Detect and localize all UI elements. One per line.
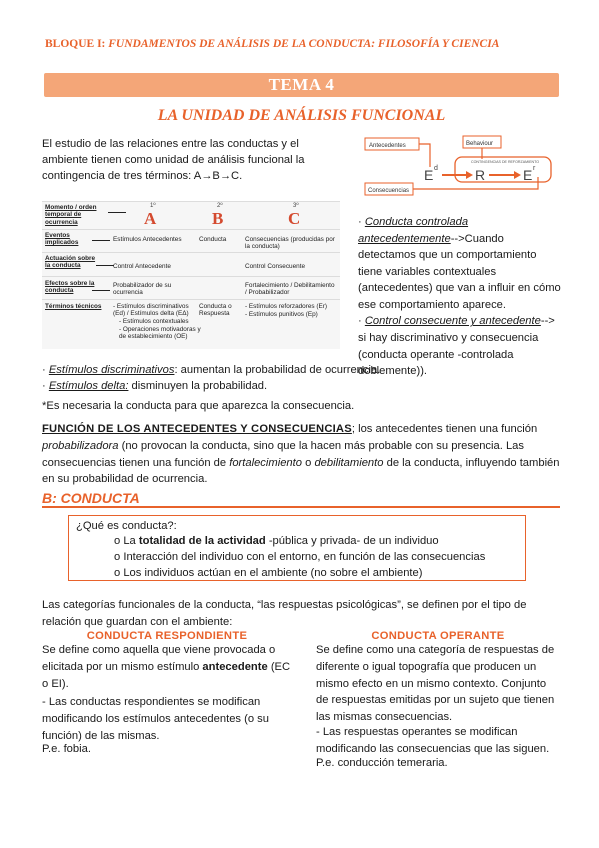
terminos-c2: - Estímulos punitivos (Ep)	[245, 311, 318, 318]
operant-example: P.e. conducción temeraria.	[316, 757, 448, 769]
respondent-example: P.e. fobia.	[42, 743, 91, 755]
efectos-c: Fortalecimiento / Debilitamiento / Probabilizador	[245, 282, 335, 297]
terminos-a3: - Operaciones motivadoras y de establecimiento (OE)	[119, 326, 201, 341]
abc-table	[42, 201, 340, 349]
note-consequent-control: · Control consecuente y antecedente--> si hay discriminativo y consecuencia (conducta operante -controlada doblemente)).	[358, 315, 555, 378]
respondent-definition: Se define como aquella que viene provocada o elicitada por un mismo estímulo antecedente (EC o EI).	[42, 644, 291, 690]
actuacion-a: Control Antecedente	[113, 263, 171, 270]
block-label: BLOQUE I:	[45, 38, 106, 50]
order-1: 1º	[150, 203, 156, 209]
col-b: B	[212, 209, 224, 228]
row-actuacion-label: Actuación sobre la conducta	[45, 255, 96, 270]
col-a: A	[144, 209, 157, 228]
intro-paragraph: El estudio de las relaciones entre las conductas y el ambiente tienen como unidad de análisis funcional la contingencia de tres términos: A→B→C.	[42, 138, 305, 183]
actuacion-c: Control Consecuente	[245, 263, 306, 270]
row-terminos-label: Términos técnicos	[45, 303, 102, 310]
block-title: FUNDAMENTOS DE ANÁLISIS DE LA CONDUCTA: FILOSOFÍA Y CIENCIA	[108, 38, 500, 50]
definition-item: o Interacción del individuo con el entorno, en función de las consecuencias	[114, 551, 486, 563]
right-column-notes	[358, 214, 563, 380]
note-consequent-label: Control consecuente y antecedente	[364, 315, 541, 328]
note-necessary-behaviour: *Es necesaria la conducta para que aparezca la consecuencia.	[42, 400, 355, 412]
respondent-heading: CONDUCTA RESPONDIENTE	[86, 630, 248, 642]
operant-heading: CONDUCTA OPERANTE	[371, 630, 505, 642]
contingency-diagram	[360, 133, 556, 199]
tema-title: TEMA 4	[268, 75, 335, 94]
respondent-modification: - Las conductas respondientes se modifican modificando los estímulos antecedentes (o su función) de las mismas.	[42, 696, 269, 742]
ed-superscript: d	[434, 165, 438, 172]
eventos-c: Consecuencias (producidas por la conducta)	[245, 236, 335, 251]
er-superscript: r	[533, 165, 536, 172]
order-3: 3º	[293, 203, 299, 209]
row-momento-label: Momento / orden temporal de ocurrencia	[45, 204, 97, 226]
r-symbol: R	[475, 167, 486, 183]
section-b-title: B: CONDUCTA	[42, 490, 140, 506]
stimuli-delta: · Estímulos delta: disminuyen la probabilidad.	[42, 380, 268, 393]
efectos-a: Probabilizador de su ocurrencia	[113, 282, 172, 297]
col-c: C	[288, 209, 301, 228]
terminos-b: Conducta o Respuesta	[199, 303, 232, 318]
categories-paragraph: Las categorías funcionales de la conducta, “las respuestas psicológicas”, se definen por el tipo de relación que guardan con el ambiente:	[42, 599, 527, 628]
contingency-label: CONTINGENCIAS DE REFORZAMIENTO	[471, 160, 540, 164]
row-efectos-label: Efectos sobre la conducta	[45, 280, 95, 295]
terminos-a1: - Estímulos discriminativos (Ed) / Estímulos delta (EΔ)	[113, 303, 189, 318]
stimuli-discriminative: · Estímulos discriminativos: aumentan la probabilidad de ocurrencia.	[42, 364, 381, 376]
row-eventos-label: Eventos implicados	[45, 232, 79, 247]
eventos-b: Conducta	[199, 236, 227, 243]
page-subtitle: LA UNIDAD DE ANÁLISIS FUNCIONAL	[157, 107, 446, 124]
antecedentes-label: Antecedentes	[369, 143, 406, 149]
function-label: FUNCIÓN DE LOS ANTECEDENTES Y CONSECUENCIAS	[42, 423, 352, 435]
note-antecedent-control: · Conducta controlada antecedentemente-->Cuando detectamos que un comportamiento tiene variables contextuales (antecedentes) que van a influir en cómo ese comportamiento aparece.	[358, 216, 561, 311]
terminos-a2: - Estímulos contextuales	[119, 318, 189, 325]
definition-item: o La totalidad de la actividad -pública y privada- de un individuo	[114, 535, 439, 547]
stimuli-list	[42, 362, 562, 394]
definition-question: ¿Qué es conducta?:	[76, 520, 177, 532]
consecuencias-label: Consecuencias	[368, 188, 410, 194]
operant-definition: Se define como una categoría de respuestas de diferente o igual topografía que producen un mismo efecto en un mismo contexto. Conjunto de respuestas emitidas por un sujeto que tienen las mismas consecuencias.	[316, 644, 555, 724]
terminos-c1: - Estímulos reforzadores (Er)	[245, 303, 328, 310]
function-paragraph: FUNCIÓN DE LOS ANTECEDENTES Y CONSECUENCIAS; los antecedentes tienen una función probabilizadora (no provocan la conducta, sino que la hacen más probable con su presencia. Las consecuencias tienen una función de fortalecimiento o debilitamiento de la conducta, influyendo también en su probabilidad de ocurrencia.	[42, 423, 560, 486]
definition-item: o Los individuos actúan en el ambiente (no sobre el ambiente)	[114, 567, 423, 579]
order-2: 2º	[217, 203, 223, 209]
block-heading	[45, 38, 565, 52]
behaviour-label: Behaviour	[466, 141, 494, 147]
note-antecedent-label: Conducta controlada antecedentemente	[358, 216, 469, 245]
eventos-a: Estímulos Antecedentes	[113, 236, 182, 243]
operant-modification: - Las respuestas operantes se modifican modificando las consecuencias que las siguen.	[316, 726, 550, 755]
er-symbol: E	[523, 167, 533, 183]
section-b-rule	[42, 506, 560, 508]
ed-symbol: E	[424, 167, 434, 183]
